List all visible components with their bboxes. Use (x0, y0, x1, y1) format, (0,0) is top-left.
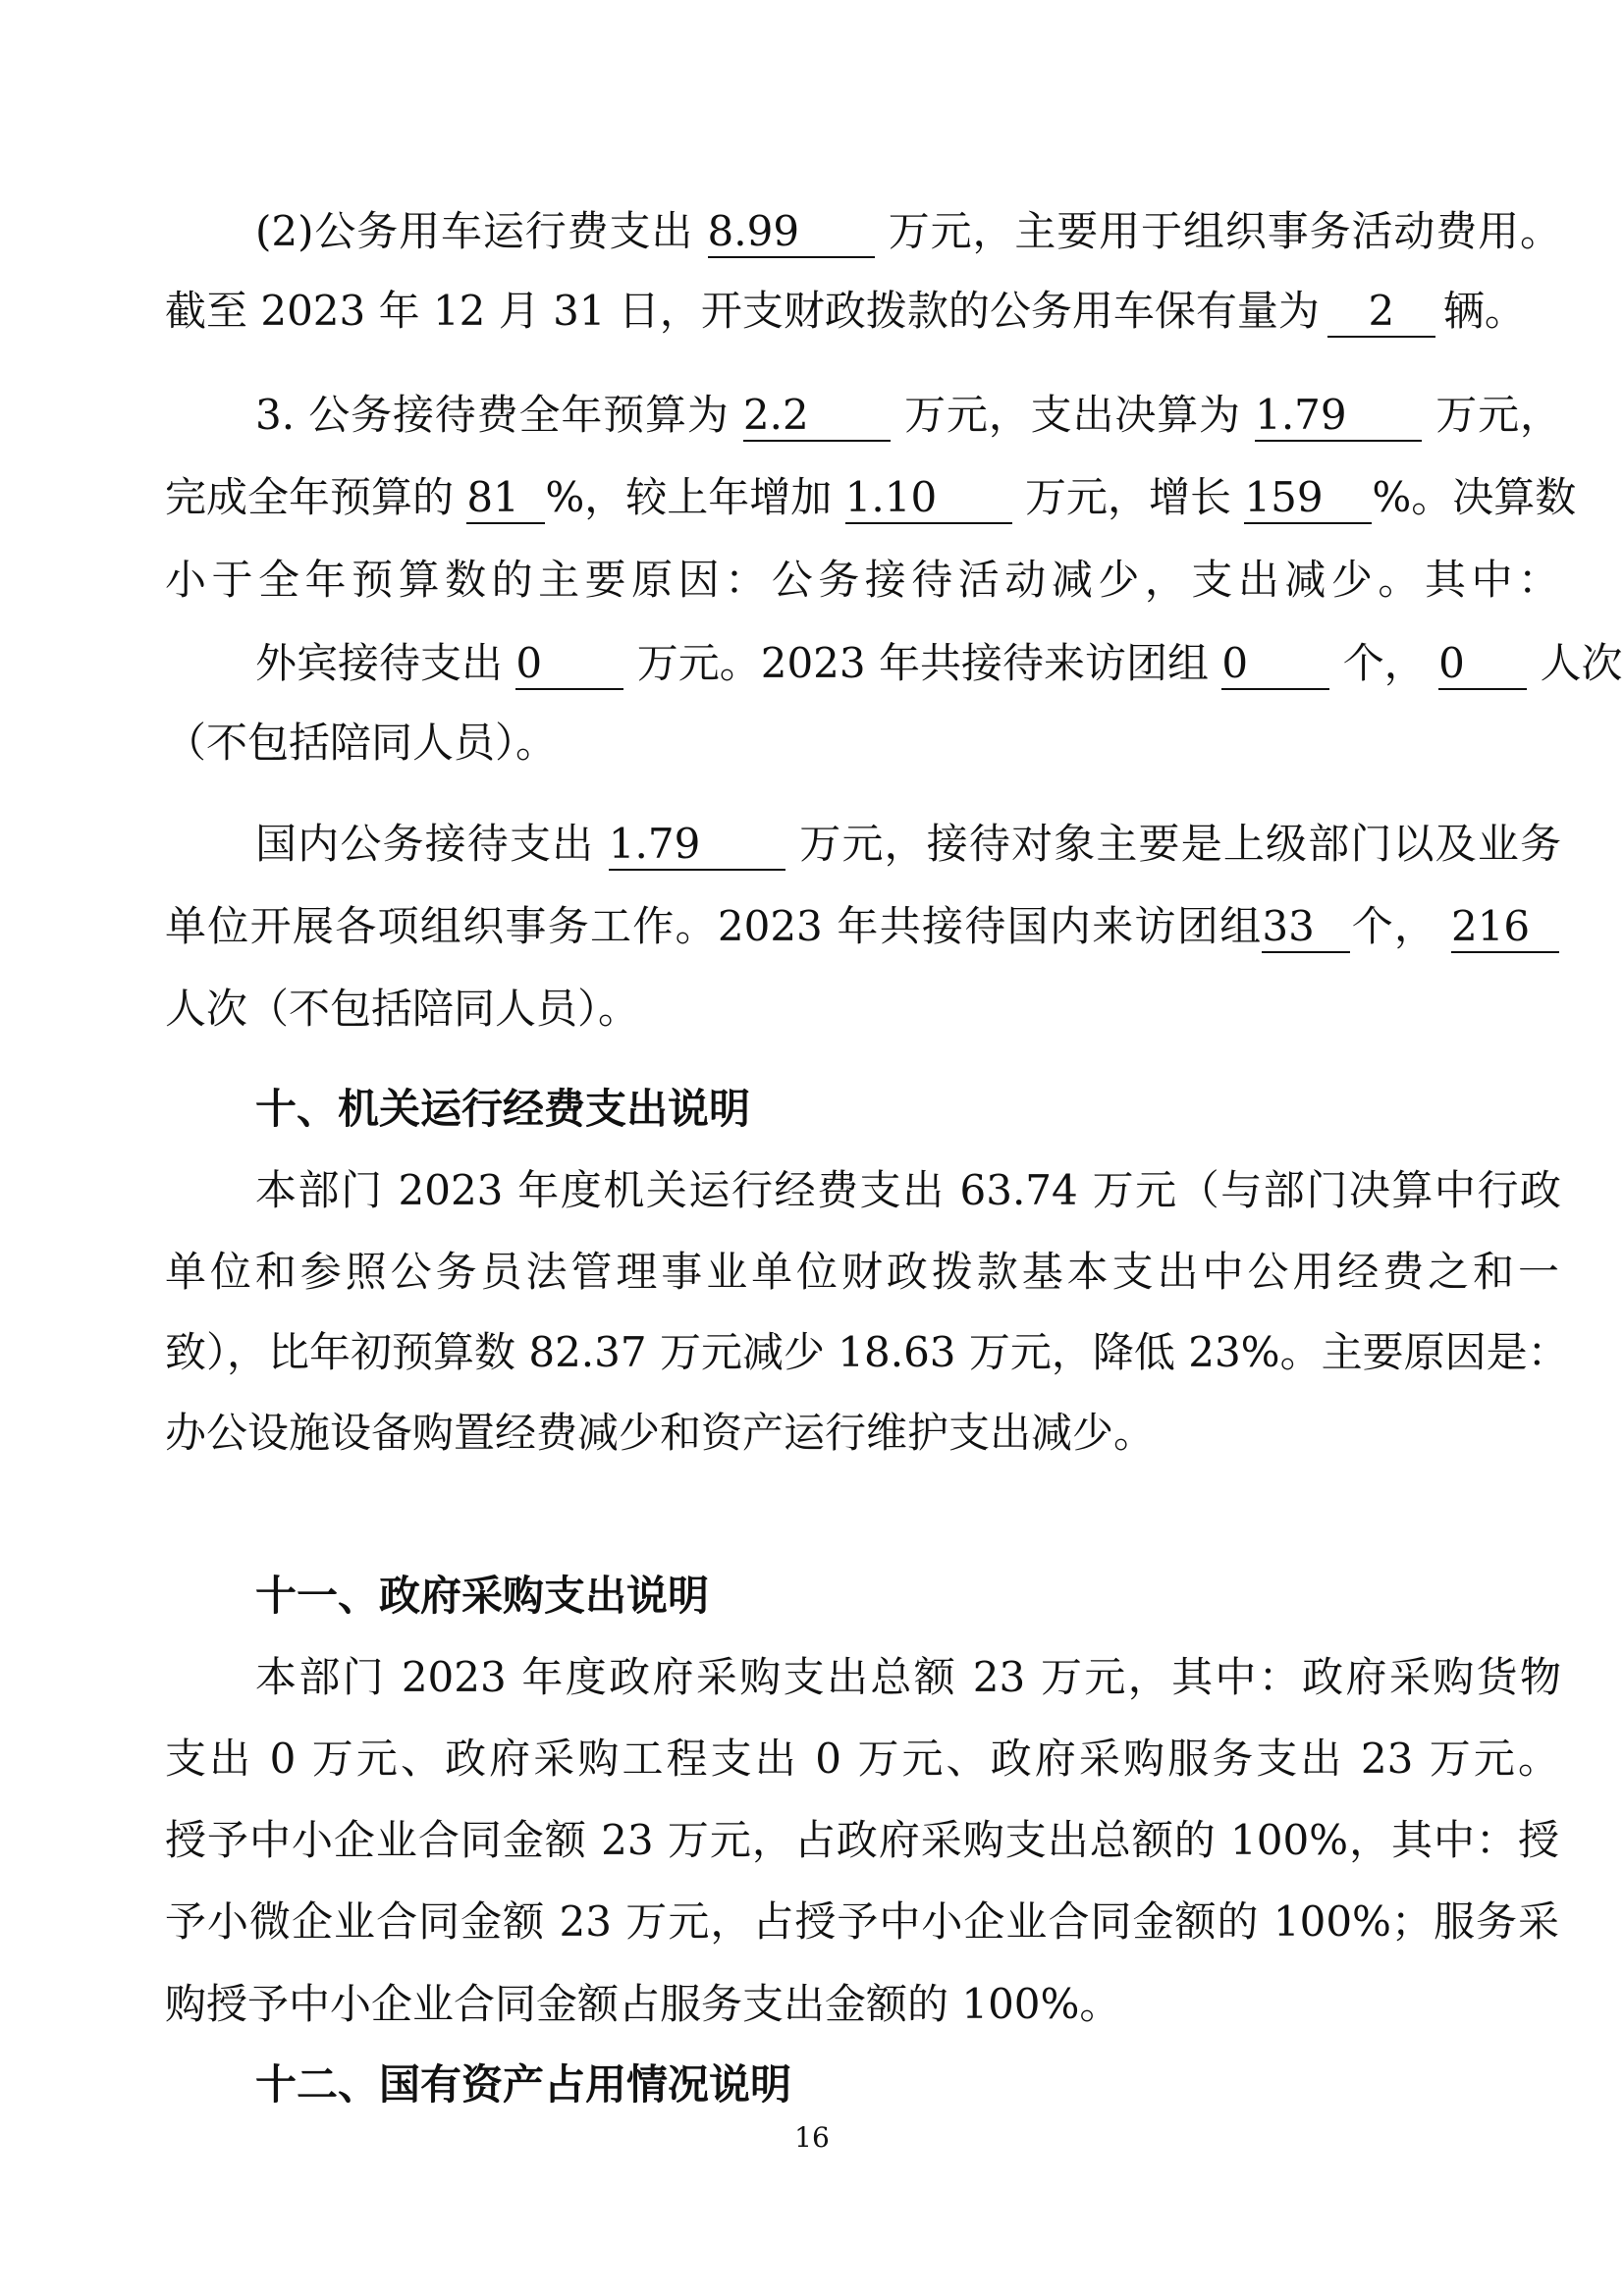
section-10-line-1: 本部门 2023 年度机关运行经费支出 63.74 万元（与部门决算中行政 (255, 1166, 1561, 1214)
section-10-line-4: 办公设施设备购置经费减少和资产运行维护支出减少。 (165, 1409, 1156, 1457)
section-11-line-1: 本部门 2023 年度政府采购支出总额 23 万元，其中：政府采购货物 (255, 1653, 1561, 1701)
section-11-line-4: 予小微企业合同金额 23 万元，占授予中小企业合同金额的 100%；服务采 (165, 1897, 1559, 1946)
page-number: 16 (794, 2121, 830, 2154)
reception-final-value: 1.79 (1255, 391, 1422, 442)
section-12-heading: 十二、国有资产占用情况说明 (255, 2060, 792, 2109)
reception-budget-value: 2.2 (743, 391, 891, 442)
car-cost-value: 8.99 (708, 207, 875, 258)
section-10-heading: 十、机关运行经费支出说明 (255, 1085, 751, 1133)
car-cost-line-2: 截至 2023 年 12 月 31 日，开支财政拨款的公务用车保有量为 2 辆。 (165, 282, 1559, 341)
section-11-heading: 十一、政府采购支出说明 (255, 1572, 710, 1620)
domestic-persons-value: 216 (1451, 902, 1559, 953)
section-11-line-5: 购授予中小企业合同金额占服务支出金额的 100%。 (165, 1980, 1121, 2028)
section-10-line-2: 单位和参照公务员法管理事业单位财政拨款基本支出中公用经费之和一 (165, 1248, 1559, 1296)
foreign-line-1: 外宾接待支出 0 万元。2023 年共接待来访团组 0 个， 0 人次 (255, 634, 1561, 693)
section-11-line-3: 授予中小企业合同金额 23 万元，占政府采购支出总额的 100%，其中：授 (165, 1816, 1559, 1864)
foreign-persons-value: 0 (1438, 639, 1527, 690)
reception-line-3: 小于全年预算数的主要原因：公务接待活动减少，支出减少。其中： (165, 556, 1559, 604)
domestic-line-2: 单位开展各项组织事务工作。2023 年共接待国内来访团组33 个， 216 (165, 897, 1559, 956)
reception-line-1: 3. 公务接待费全年预算为 2.2 万元，支出决算为 1.79 万元， (255, 386, 1561, 445)
car-cost-line-1: (2)公务用车运行费支出 8.99 万元，主要用于组织事务活动费用。 (255, 202, 1561, 261)
car-count-value: 2 (1327, 287, 1435, 338)
reception-percent-value: 81 (466, 473, 545, 524)
foreign-groups-value: 0 (1221, 639, 1329, 690)
domestic-cost-value: 1.79 (609, 820, 785, 871)
foreign-line-2: （不包括陪同人员）。 (165, 719, 558, 767)
domestic-groups-value: 33 (1262, 902, 1350, 953)
domestic-line-1: 国内公务接待支出 1.79 万元，接待对象主要是上级部门以及业务 (255, 815, 1561, 874)
section-11-line-2: 支出 0 万元、政府采购工程支出 0 万元、政府采购服务支出 23 万元。 (165, 1735, 1559, 1783)
foreign-cost-value: 0 (515, 639, 623, 690)
section-10-line-3: 致），比年初预算数 82.37 万元减少 18.63 万元，降低 23%。主要原因是： (165, 1328, 1569, 1376)
domestic-line-3: 人次（不包括陪同人员）。 (165, 985, 640, 1033)
reception-line-2: 完成全年预算的 81 %，较上年增加 1.10 万元，增长 159 %。决算数 (165, 468, 1559, 527)
reception-increase-value: 1.10 (845, 473, 1012, 524)
reception-growth-value: 159 (1244, 473, 1372, 524)
